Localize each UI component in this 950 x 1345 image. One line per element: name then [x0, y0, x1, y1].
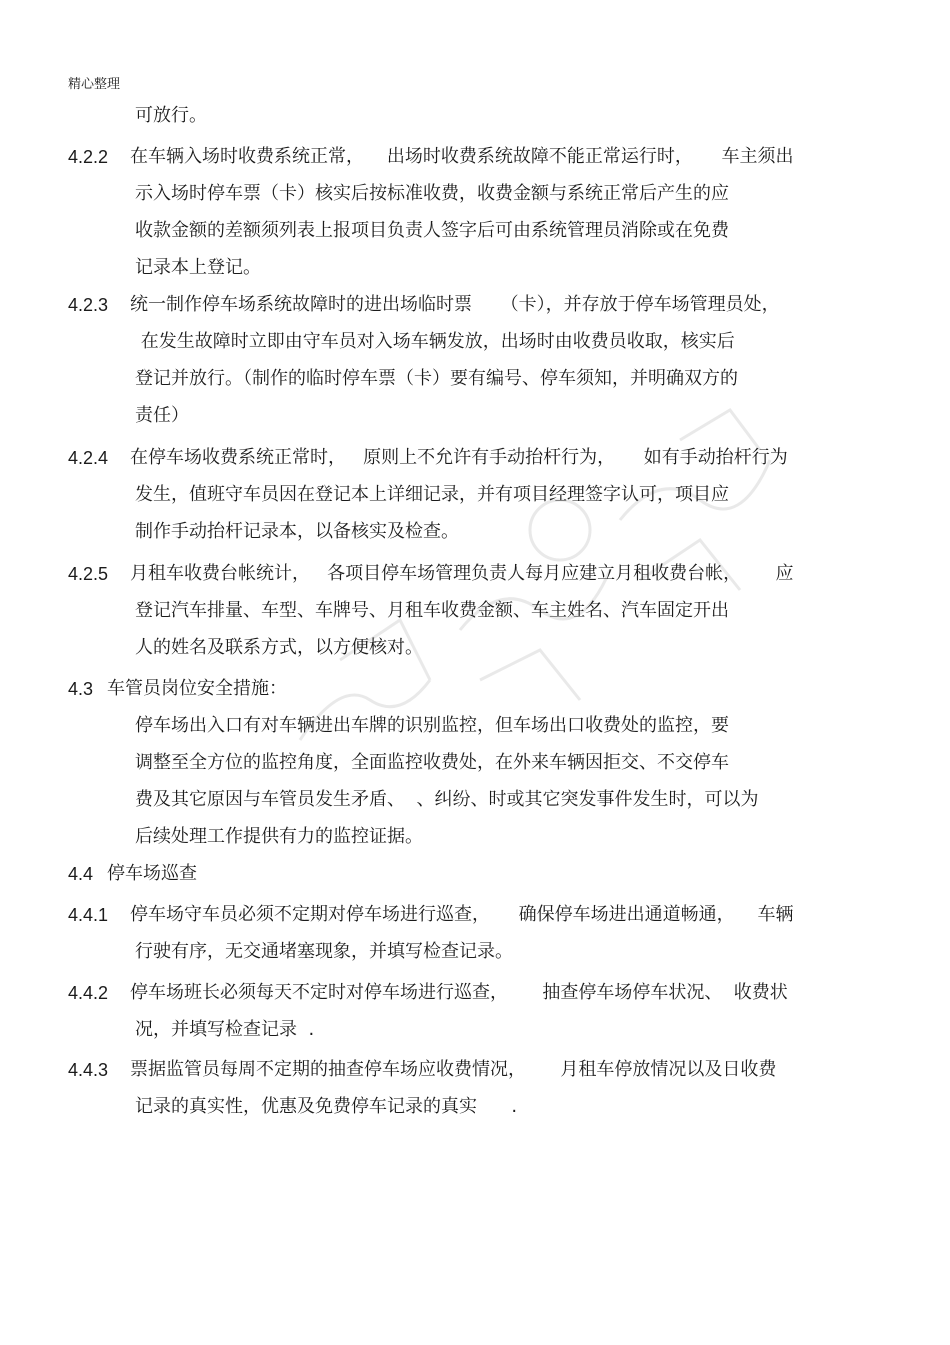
- text-line: 票据监管员每周不定期的抽查停车场应收费情况， 月租车停放情况以及日收费: [130, 1059, 777, 1080]
- text-line: 示入场时停车票（卡）核实后按标准收费，收费金额与系统正常后产生的应: [135, 183, 729, 204]
- text-line: 发生，值班守车员因在登记本上详细记录，并有项目经理签字认可，项目应: [135, 484, 729, 505]
- text-line: 登记并放行。（制作的临时停车票（卡）要有编号、停车须知，并明确双方的: [135, 368, 738, 389]
- section-number: 4.2.3: [68, 295, 109, 315]
- text-line: 记录本上登记。: [135, 257, 261, 278]
- page-header: 精心整理: [68, 77, 121, 92]
- text-line: 行驶有序，无交通堵塞现象，并填写检查记录。: [135, 941, 513, 962]
- text-line: 在发生故障时立即由守车员对入场车辆发放，出场时由收费员收取，核实后: [135, 331, 735, 352]
- section-number: 4.2.4: [68, 448, 109, 468]
- text-line: 在停车场收费系统正常时， 原则上不允许有手动抬杆行为， 如有手动抬杆行为: [130, 447, 788, 468]
- section-number: 4.2.2: [68, 147, 109, 167]
- text-line: 在车辆入场时收费系统正常， 出场时收费系统故障不能正常运行时， 车主须出: [130, 146, 794, 167]
- text-line: 停车场出入口有对车辆进出车牌的识别监控，但车场出口收费处的监控，要: [135, 715, 729, 736]
- text-line: 况，并填写检查记录 .: [135, 1019, 315, 1040]
- text-line: 费及其它原因与车管员发生矛盾、 、纠纷、时或其它突发事件发生时，可以为: [135, 789, 759, 810]
- text-line: 人的姓名及联系方式，以方便核对。: [135, 637, 423, 658]
- section-heading: 车管员岗位安全措施：: [107, 678, 287, 699]
- section-number: 4.4.3: [68, 1060, 109, 1080]
- text-line: 停车场守车员必须不定期对停车场进行巡查， 确保停车场进出通道畅通， 车辆: [130, 904, 794, 925]
- text-line: 制作手动抬杆记录本，以备核实及检查。: [135, 521, 459, 542]
- section-number: 4.4.1: [68, 905, 109, 925]
- section-number: 4.4: [68, 864, 94, 884]
- text-line: 登记汽车排量、车型、车牌号、月租车收费金额、车主姓名、汽车固定开出: [135, 600, 729, 621]
- section-number: 4.2.5: [68, 564, 109, 584]
- text-line: 记录的真实性，优惠及免费停车记录的真实 .: [135, 1096, 518, 1117]
- text-line: 月租车收费台帐统计， 各项目停车场管理负责人每月应建立月租收费台帐， 应: [130, 563, 794, 584]
- text-line: 收款金额的差额须列表上报项目负责人签字后可由系统管理员消除或在免费: [135, 220, 729, 241]
- text-line: 停车场班长必须每天不定时对停车场进行巡查， 抽查停车场停车状况、 收费状: [130, 982, 788, 1003]
- section-heading: 停车场巡查: [107, 863, 197, 884]
- section-number: 4.4.2: [68, 983, 109, 1003]
- text-line: 统一制作停车场系统故障时的进出场临时票 （卡），并存放于停车场管理员处，: [130, 294, 780, 315]
- text-line: 后续处理工作提供有力的监控证据。: [135, 826, 423, 847]
- text-line: 可放行。: [135, 105, 207, 126]
- text-line: 调整至全方位的监控角度，全面监控收费处，在外来车辆因拒交、不交停车: [135, 752, 729, 773]
- section-number: 4.3: [68, 679, 94, 699]
- text-line: 责任）: [135, 405, 189, 426]
